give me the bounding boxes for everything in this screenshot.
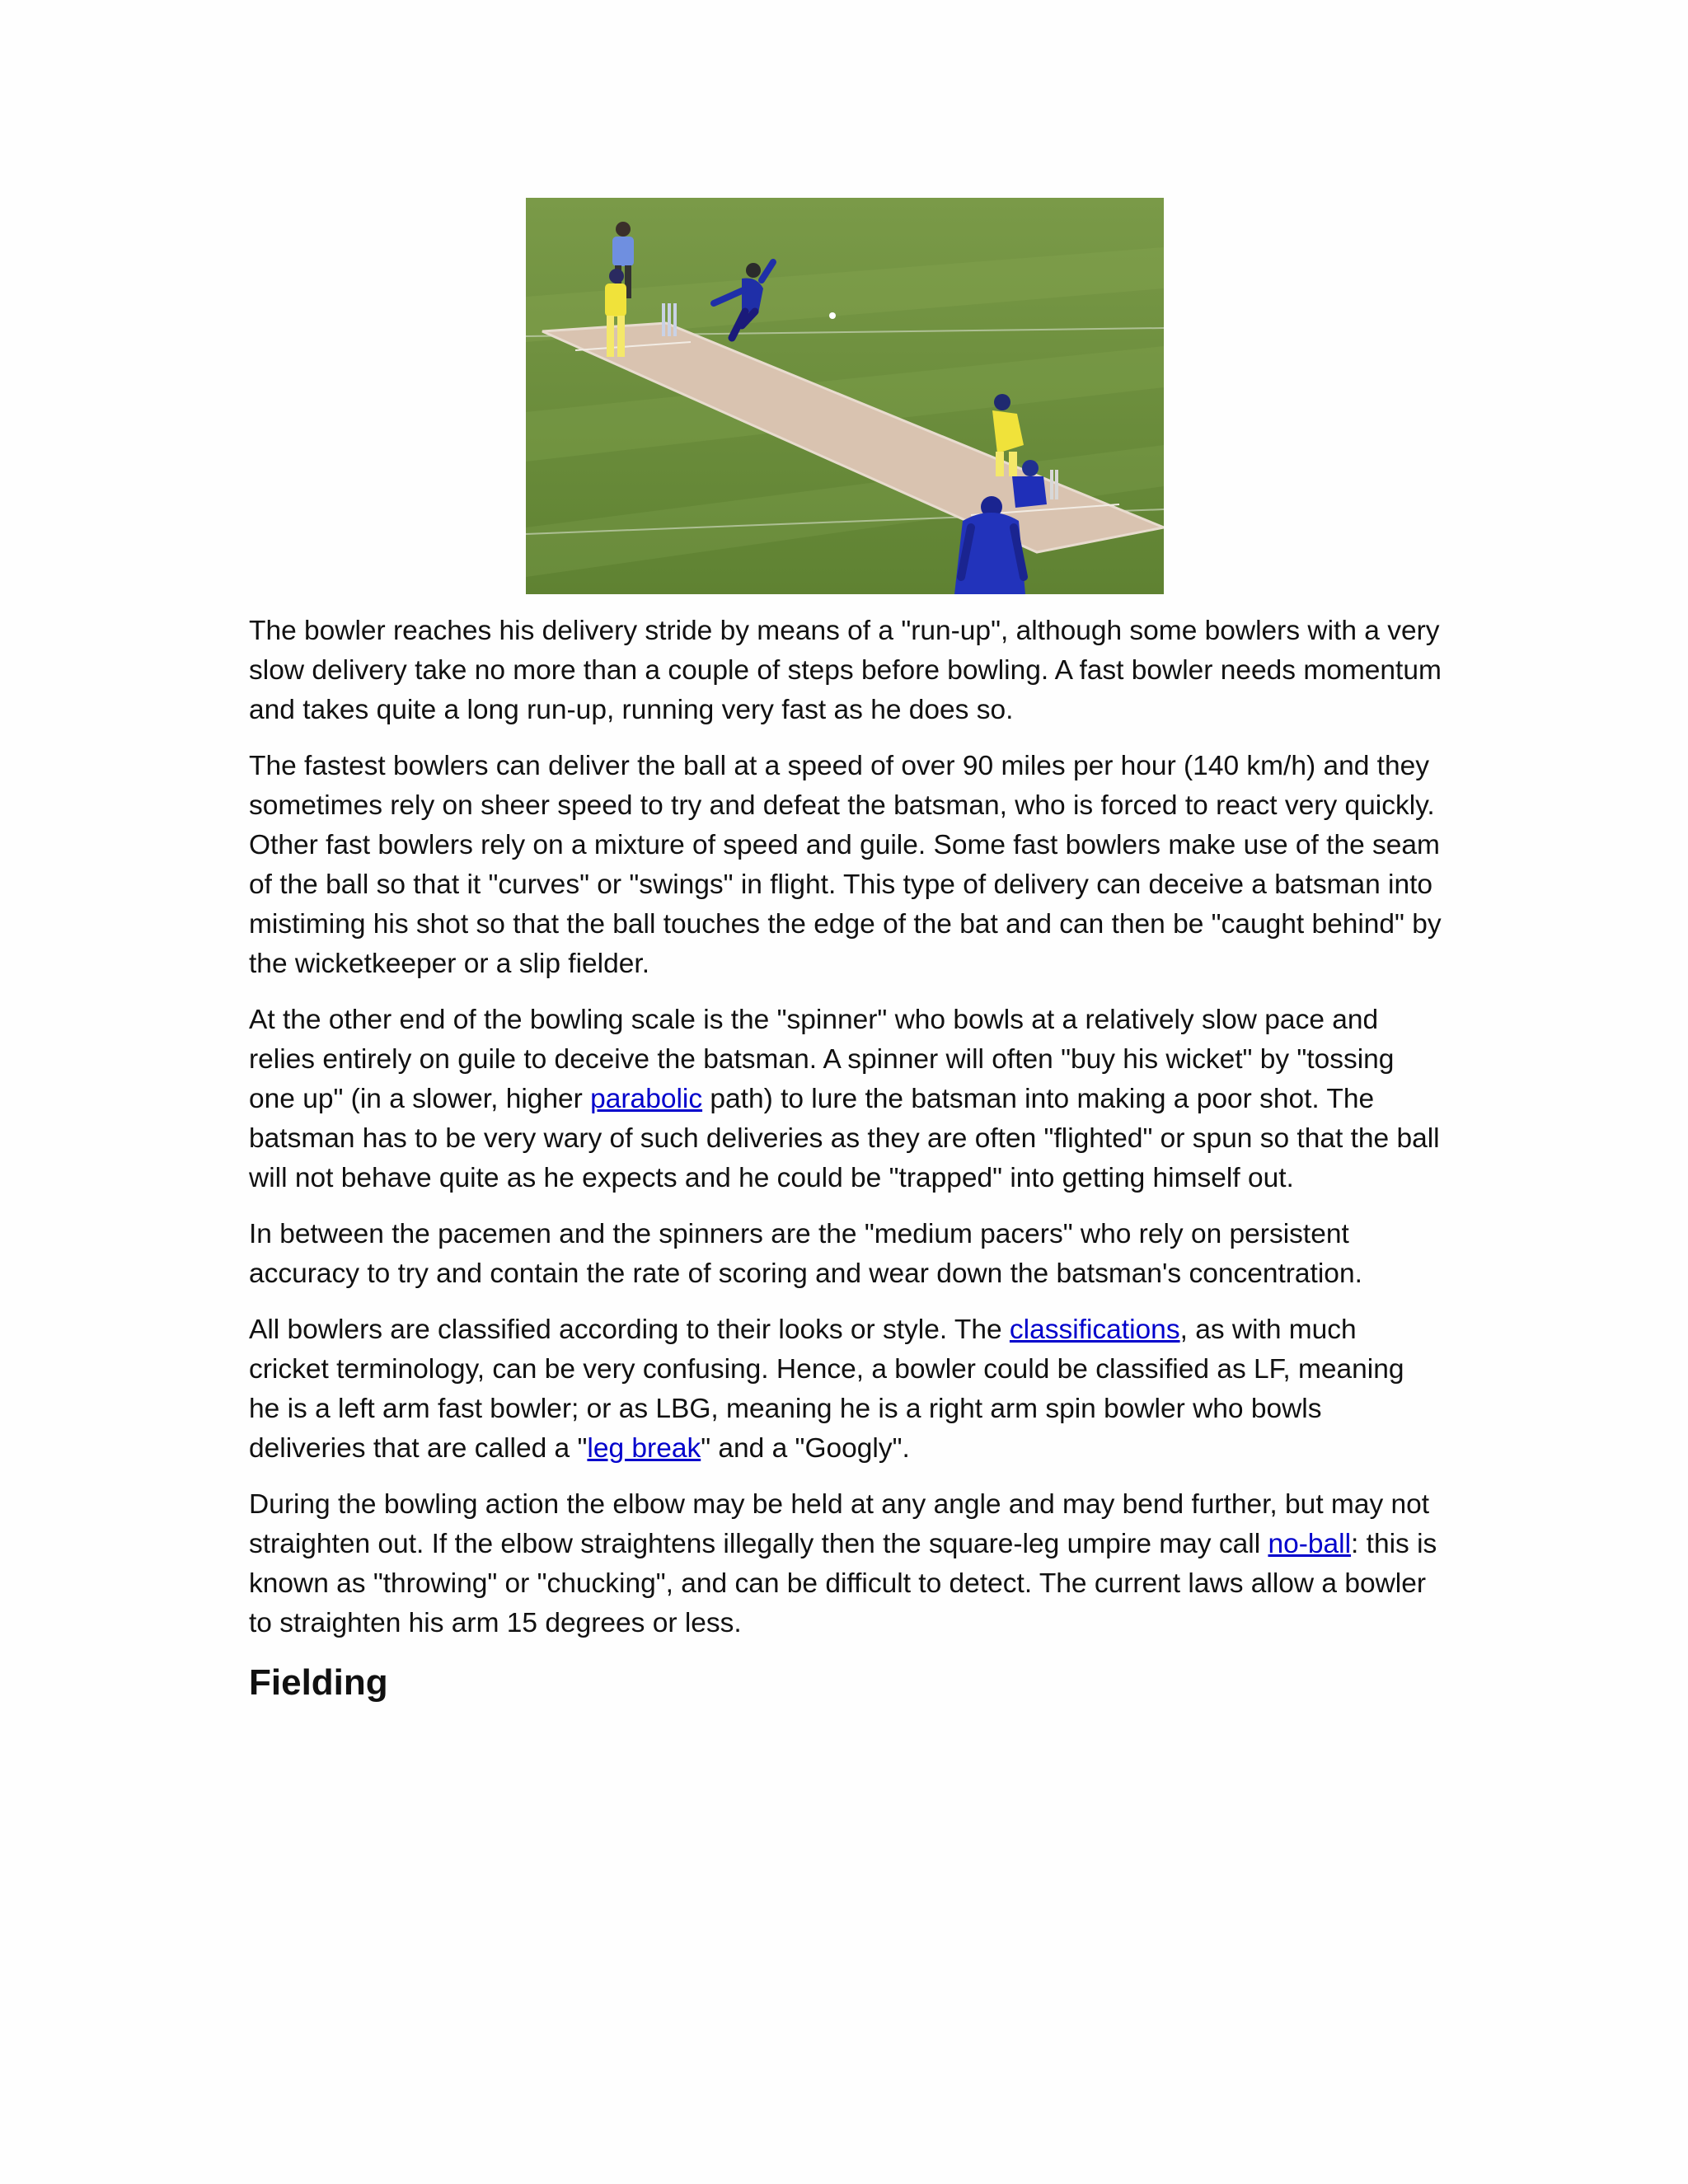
bowler-delivery-photo: [526, 198, 1164, 594]
paragraph-text: At the other end of the bowling scale is the "spinner" who bowls at a relatively slow pace and relies entirely on guile to deceive the batsman. A spinner will often "buy his wicket" by "tossing one up" (in a slower, higher: [249, 1005, 1395, 1114]
paragraph-text: path) to lure the batsman into making a poor shot. The batsman has to be very wary of such deliveries as they are often "flighted" or spun so that the ball will not behave quite as he expects and he could be "trapped" into getting himself out.: [249, 1084, 1440, 1193]
article-body: [249, 612, 1442, 1706]
paragraph-classifications: [249, 1310, 1442, 1469]
cricket-photo-illustration: [526, 198, 1164, 594]
link-classifications[interactable]: classifications: [1009, 1315, 1180, 1345]
paragraph-medium-pacers: In between the pacemen and the spinners are the "medium pacers" who rely on persistent accuracy to try and contain the rate of scoring and wear down the batsman's concentration.: [249, 1219, 1362, 1289]
paragraph-spinner: [249, 1001, 1442, 1198]
paragraph-text: During the bowling action the elbow may be held at any angle and may bend further, but may not straighten out. If the elbow straightens illegally then the square-leg umpire may call: [249, 1489, 1430, 1559]
link-leg-break[interactable]: leg break: [587, 1433, 701, 1464]
link-parabolic[interactable]: parabolic: [590, 1084, 703, 1114]
section-heading-fielding: Fielding: [249, 1662, 388, 1703]
paragraph-text: , as with much cricket terminology, can be very confusing. Hence, a bowler could be classified as LF, meaning he is a left arm fast bowler; or as LBG, meaning he is a right arm spin bowler who bowls deliveries that are called a ": [249, 1315, 1404, 1464]
paragraph-fast-bowlers: The fastest bowlers can deliver the ball at a speed of over 90 miles per hour (140 km/h) and they sometimes rely on sheer speed to try and defeat the batsman, who is forced to react very quickly. Other fast bowlers rely on a mixture of speed and guile. Some fast bowlers make use of the seam of the ball so that it "curves" or "swings" in flight. This type of delivery can deceive a batsman into mistiming his shot so that the ball touches the edge of the bat and can then be "caught behind" by the wicketkeeper or a slip fielder.: [249, 751, 1442, 979]
paragraph-run-up: The bowler reaches his delivery stride by means of a "run-up", although some bowlers with a very slow delivery take no more than a couple of steps before bowling. A fast bowler needs momentum and takes quite a long run-up, running very fast as he does so.: [249, 616, 1442, 725]
paragraph-bowling-action: [249, 1485, 1442, 1643]
paragraph-text: : this is known as "throwing" or "chucking", and can be difficult to detect. The current laws allow a bowler to straighten his arm 15 degrees or less.: [249, 1529, 1437, 1638]
link-no-ball[interactable]: no-ball: [1268, 1529, 1352, 1559]
paragraph-text: " and a "Googly".: [701, 1433, 910, 1464]
paragraph-text: All bowlers are classified according to their looks or style. The: [249, 1315, 1010, 1345]
